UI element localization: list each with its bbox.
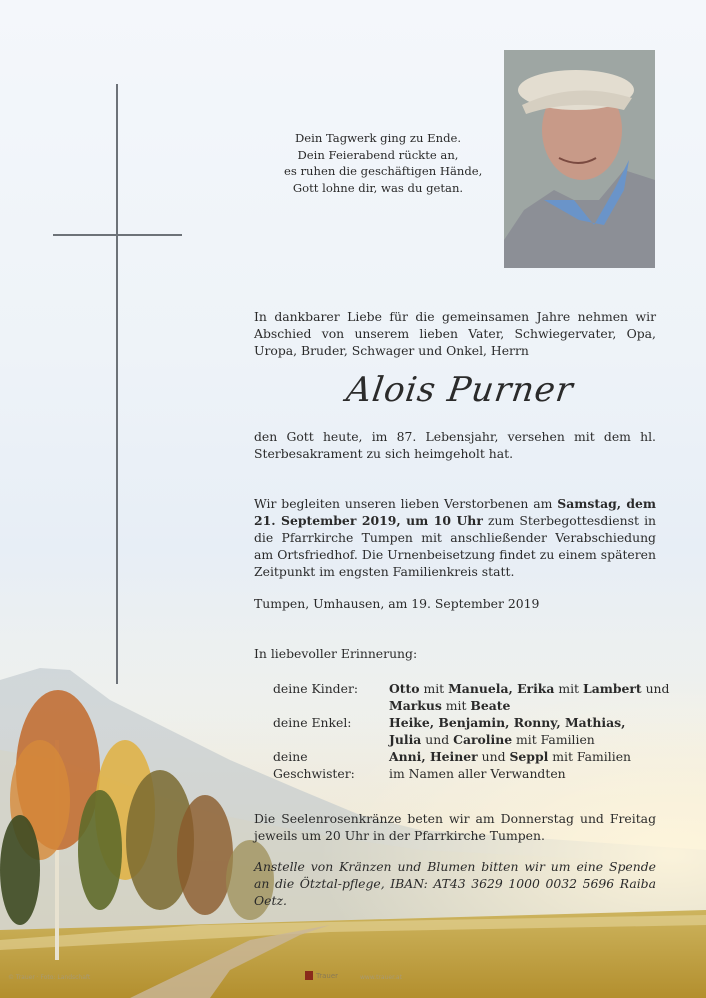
verse-line: es ruhen die geschäftigen Hände, xyxy=(284,164,483,178)
siblings-label: deine Geschwister: xyxy=(273,749,355,781)
cross-horizontal-bar xyxy=(53,234,182,236)
brand-logo-icon xyxy=(305,971,313,980)
memory-heading: In liebevoller Erinnerung: xyxy=(254,646,418,661)
footer-copyright: © Trauer · Foto: Landschaft xyxy=(8,974,91,981)
death-notice-text: den Gott heute, im 87. Lebensjahr, versehen mit dem hl. Sterbesakrament zu sich heimgeholt hat. xyxy=(254,429,656,461)
grandchildren-names: Heike, Benjamin, Ronny, Mathias, Julia und Caroline mit Familien xyxy=(389,715,626,747)
verse-line: Dein Tagwerk ging zu Ende. xyxy=(294,131,462,145)
place-date: Tumpen, Umhausen, am 19. September 2019 xyxy=(254,596,540,611)
grandchildren-label: deine Enkel: xyxy=(273,715,352,730)
funeral-text-part1: Wir begleiten unseren lieben Verstorbenen am xyxy=(254,496,558,511)
rosary-notice: Die Seelenrosenkränze beten wir am Donnerstag und Freitag jeweils um 20 Uhr in der Pfarrkirche Tumpen. xyxy=(254,811,656,843)
funeral-date: Samstag, dem 21. September 2019, um 10 Uhr xyxy=(254,496,657,528)
siblings-names: Anni, Heiner und Seppl mit Familien im Namen aller Verwandten xyxy=(389,749,632,781)
children-names: Otto mit Manuela, Erika mit Lambert und Markus mit Beate xyxy=(389,681,670,713)
children-label: deine Kinder: xyxy=(273,681,359,696)
relatives-list xyxy=(273,680,673,782)
relatives-siblings-row xyxy=(273,748,673,782)
funeral-text-part2: zum Sterbegottesdienst in die Pfarrkirche Tumpen mit anschließender Verabschiedung am Ortsfriedhof. Die Urnenbeisetzung findet zu einem späteren Zeitpunkt im engsten Familienkreis statt. xyxy=(254,513,657,579)
verse-line: Gott lohne dir, was du getan. xyxy=(292,180,464,195)
relatives-grandchildren-row xyxy=(273,714,673,748)
footer-brand: Trauer xyxy=(316,972,339,980)
verse-line: Dein Feierabend rückte an, xyxy=(297,147,459,162)
deceased-name: Alois Purner xyxy=(344,370,576,410)
funeral-details xyxy=(254,495,656,580)
portrait-photo xyxy=(504,50,655,268)
footer xyxy=(0,966,706,988)
footer-website: www.trauer.at xyxy=(360,974,402,981)
donation-notice: Anstelle von Kränzen und Blumen bitten wir um eine Spende an die Ötztal-pflege, IBAN: AT43 3629 1000 0032 5696 Raiba Oetz. xyxy=(254,859,656,908)
relatives-children-row xyxy=(273,680,673,714)
memorial-verse xyxy=(284,130,483,196)
intro-text: In dankbarer Liebe für die gemeinsamen Jahre nehmen wir Abschied von unserem lieben Vater, Schwiegervater, Opa, Uropa, Bruder, Schwager und Onkel, Herrn xyxy=(254,309,656,358)
cross-vertical-bar xyxy=(116,84,118,684)
